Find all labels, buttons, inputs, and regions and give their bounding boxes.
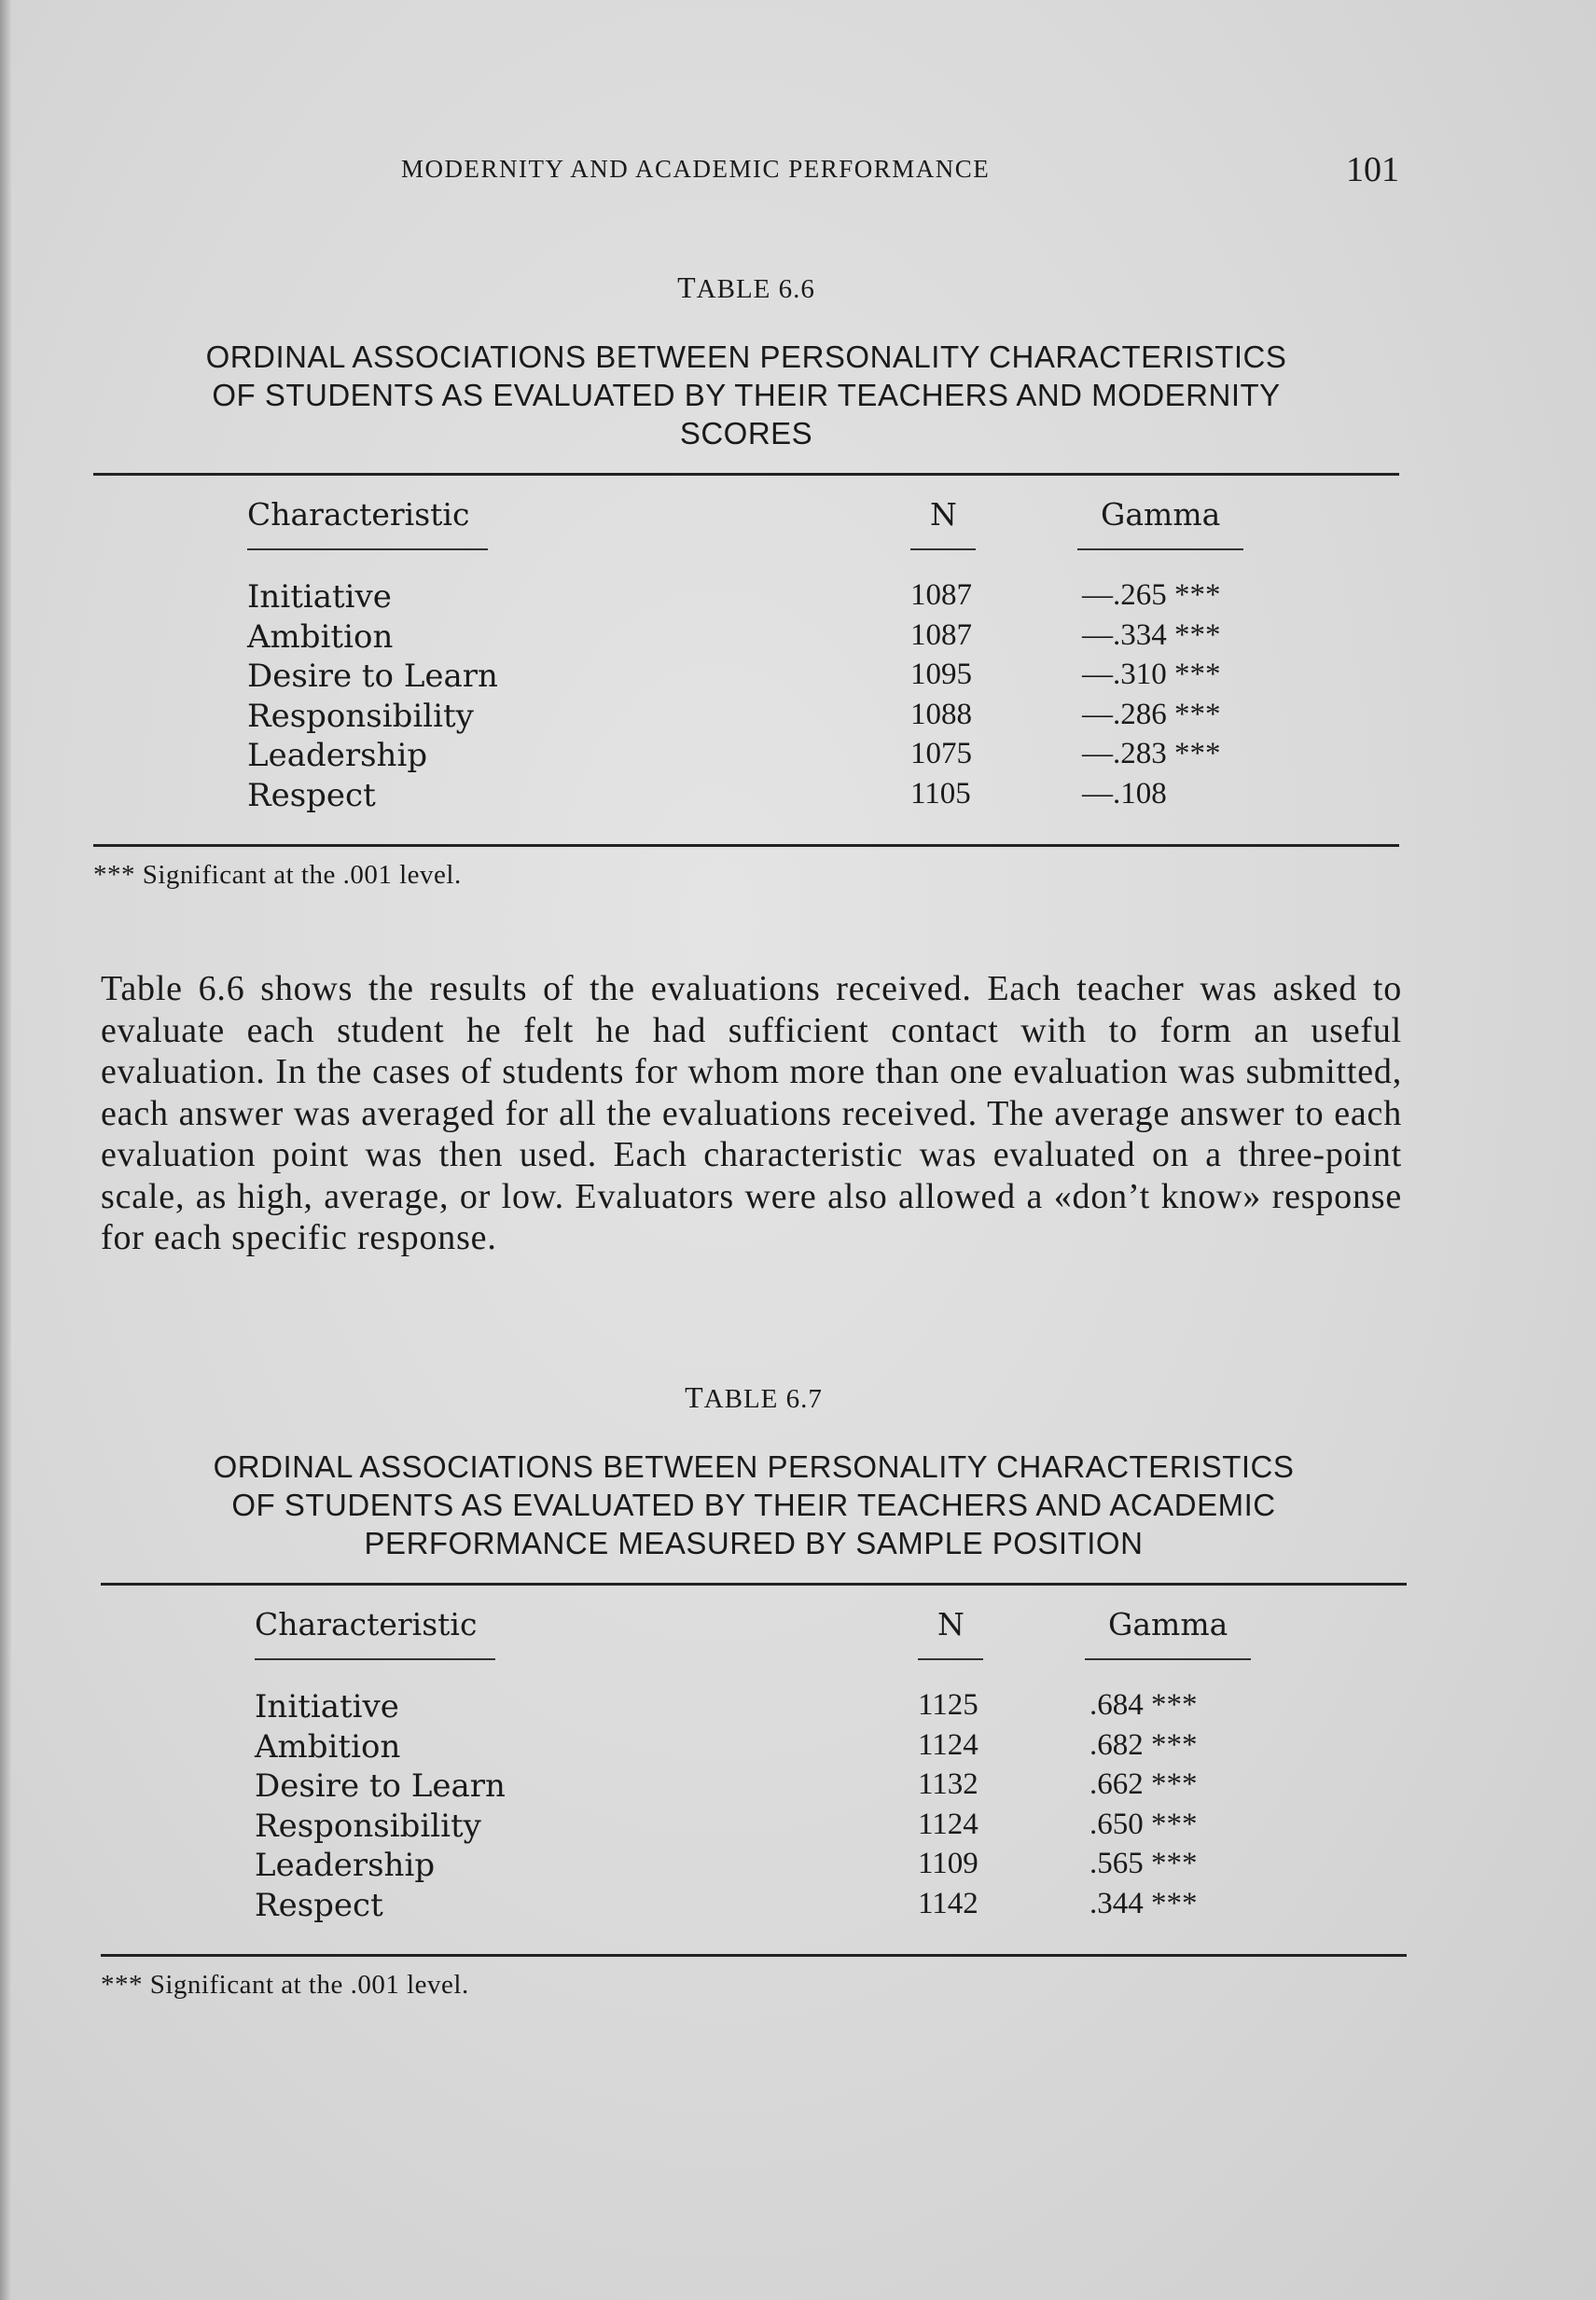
table-6-6 — [93, 270, 1399, 891]
column-header-gamma: Gamma — [1108, 1606, 1228, 1642]
running-head-title: MODERNITY AND ACADEMIC PERFORMANCE — [401, 155, 991, 183]
table-label-text: ABLE 6.6 — [696, 274, 815, 304]
table-footnote: *** Significant at the .001 level. — [101, 1970, 469, 2000]
page-number: 101 — [1346, 150, 1399, 189]
table-title — [101, 1448, 1407, 1562]
cell-gamma: .684 *** — [1089, 1688, 1198, 1722]
table-title-line: ORDINAL ASSOCIATIONS BETWEEN PERSONALITY CHARACTERISTICS — [205, 339, 1287, 374]
cell-gamma: .650 *** — [1089, 1807, 1198, 1841]
table-title-line: OF STUDENTS AS EVALUATED BY THEIR TEACHERS AND MODERNITY — [212, 378, 1281, 412]
cell-n: 1124 — [918, 1727, 978, 1762]
cell-characteristic: Ambition — [255, 1727, 401, 1766]
cell-n: 1075 — [910, 737, 972, 770]
table-row — [93, 737, 1399, 777]
cell-gamma: —.265 *** — [1082, 578, 1221, 612]
table-row — [101, 1887, 1407, 1927]
cell-gamma: —.286 *** — [1082, 697, 1221, 731]
column-header-gamma: Gamma — [1101, 496, 1221, 533]
table-row — [93, 698, 1399, 738]
table-label-text: T — [677, 270, 697, 304]
column-header-rule — [1085, 1658, 1251, 1660]
cell-n: 1087 — [910, 617, 972, 652]
cell-n: 1124 — [918, 1807, 978, 1841]
column-header-characteristic: Characteristic — [255, 1606, 478, 1642]
cell-characteristic: Respect — [255, 1886, 383, 1924]
running-head — [93, 150, 1399, 192]
cell-n: 1088 — [910, 697, 972, 731]
table-label-text: T — [685, 1380, 704, 1414]
table-row — [101, 1728, 1407, 1768]
cell-n: 1095 — [910, 658, 972, 691]
cell-n: 1109 — [918, 1847, 978, 1880]
column-header-n: N — [930, 496, 957, 533]
cell-n: 1087 — [910, 578, 972, 612]
table-title-line: SCORES — [679, 416, 813, 450]
cell-characteristic: Desire to Learn — [247, 658, 498, 695]
table-row — [93, 578, 1399, 618]
cell-characteristic: Initiative — [247, 578, 392, 616]
cell-gamma: —.283 *** — [1082, 737, 1221, 770]
cell-n: 1132 — [918, 1767, 978, 1801]
table-row — [93, 777, 1399, 817]
table-bottom-rule — [93, 844, 1399, 847]
table-body — [93, 578, 1399, 816]
column-header-rule — [910, 548, 976, 550]
column-headers — [93, 476, 1399, 535]
column-header-n: N — [937, 1606, 965, 1642]
cell-gamma: —.108 — [1082, 776, 1167, 811]
table-title-line: ORDINAL ASSOCIATIONS BETWEEN PERSONALITY CHARACTERISTICS — [213, 1449, 1295, 1484]
cell-characteristic: Responsibility — [247, 697, 474, 735]
table-row — [101, 1688, 1407, 1728]
cell-gamma: .682 *** — [1089, 1727, 1198, 1762]
cell-characteristic: Desire to Learn — [255, 1767, 506, 1805]
cell-characteristic: Initiative — [255, 1688, 399, 1725]
column-header-characteristic: Characteristic — [247, 496, 470, 533]
cell-gamma: —.310 *** — [1082, 658, 1221, 691]
page-edge-shadow — [0, 0, 11, 2300]
table-title-line: PERFORMANCE MEASURED BY SAMPLE POSITION — [364, 1526, 1144, 1560]
table-6-7 — [101, 1380, 1407, 2001]
cell-characteristic: Leadership — [247, 737, 428, 774]
cell-n: 1125 — [918, 1688, 978, 1722]
cell-gamma: —.334 *** — [1082, 617, 1221, 652]
column-header-rule — [1077, 548, 1243, 550]
table-title-line: OF STUDENTS AS EVALUATED BY THEIR TEACHERS AND ACADEMIC — [231, 1488, 1276, 1522]
table-bottom-rule — [101, 1954, 1407, 1957]
table-row — [93, 618, 1399, 658]
table-title — [93, 338, 1399, 452]
table-row — [101, 1847, 1407, 1887]
table-label — [101, 1380, 1407, 1418]
cell-gamma: .565 *** — [1089, 1847, 1198, 1880]
cell-n: 1105 — [910, 776, 971, 811]
table-body — [101, 1688, 1407, 1926]
table-row — [101, 1767, 1407, 1808]
cell-characteristic: Ambition — [247, 617, 394, 656]
column-headers — [101, 1586, 1407, 1645]
table-label — [93, 270, 1399, 308]
cell-characteristic: Responsibility — [255, 1807, 481, 1845]
table-label-text: ABLE 6.7 — [703, 1384, 823, 1414]
table-footnote: *** Significant at the .001 level. — [93, 860, 462, 890]
body-paragraph: Table 6.6 shows the results of the evaluations received. Each teacher was asked to evaluate each student he felt he had sufficient contact with to form an useful evaluation. In the cases of students for whom more than one evaluation was submitted, each answer was averaged for all the evaluations received. The average answer to each evaluation point was then used. Each characteristic was evaluated on a three-point scale, as high, average, or low. Evaluators were also allowed a «don’t know» response for each specific response. — [101, 969, 1402, 1257]
cell-gamma: .344 *** — [1089, 1886, 1198, 1920]
column-header-rule — [247, 548, 488, 550]
column-header-rule — [918, 1658, 983, 1660]
cell-gamma: .662 *** — [1089, 1767, 1198, 1801]
cell-characteristic: Leadership — [255, 1847, 436, 1884]
table-row — [101, 1808, 1407, 1848]
cell-characteristic: Respect — [247, 776, 376, 814]
cell-n: 1142 — [918, 1886, 978, 1920]
column-header-rule — [255, 1658, 495, 1660]
table-row — [93, 658, 1399, 698]
